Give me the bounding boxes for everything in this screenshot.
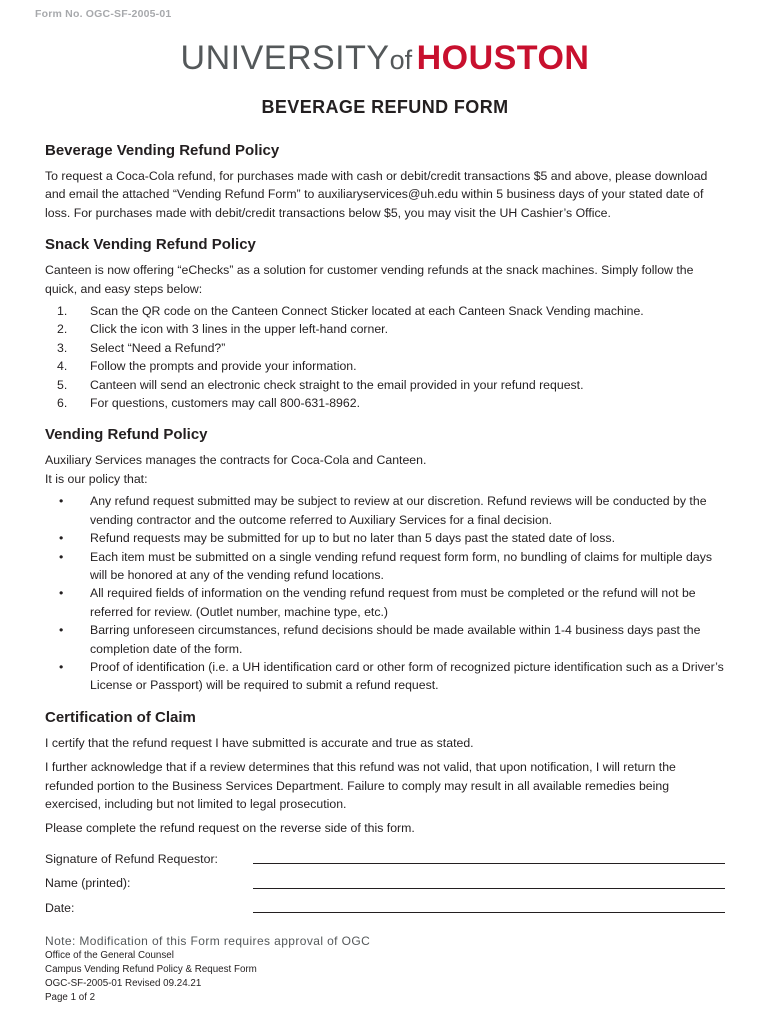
name-field[interactable] (253, 874, 725, 889)
snack-policy-heading: Snack Vending Refund Policy (45, 236, 256, 254)
logo-university-text: UNIVERSITY (180, 39, 390, 77)
name-row (45, 868, 725, 893)
snack-steps-list (45, 302, 725, 412)
bullet-text: Barring unforeseen circumstances, refund decisions should be made available within 1-4 business days past the completion date of the form. (90, 623, 701, 656)
snack-policy-section (45, 234, 725, 412)
bullet-icon: • (59, 659, 64, 674)
certification-heading: Certification of Claim (45, 708, 196, 726)
step-number: 2. (57, 322, 68, 337)
signature-label: Signature of Refund Requestor: (45, 851, 218, 866)
vending-policy-intro-2: It is our policy that: (45, 471, 148, 486)
date-row (45, 893, 725, 918)
list-item (45, 492, 725, 529)
footer-page-number: Page 1 of 2 (45, 992, 96, 1003)
step-text: Click the icon with 3 lines in the upper left-hand corner. (90, 322, 389, 337)
beverage-policy-heading: Beverage Vending Refund Policy (45, 142, 280, 159)
list-item (45, 621, 725, 658)
list-item (45, 548, 725, 585)
step-text: For questions, customers may call 800-631-8962. (90, 396, 360, 411)
bullet-text: All required fields of information on the vending refund request from must be completed or the refund will not be referred for review. (Outlet number, machine type, etc.) (90, 586, 696, 619)
bullet-text: Proof of identification (i.e. a UH identification card or other form of recognized picture identification such as a Driver’s License or Passport) will be required to submit a refund request. (90, 659, 724, 693)
university-logo (0, 38, 770, 85)
list-item (45, 584, 725, 621)
footer-form-name: Campus Vending Refund Policy & Request Form (45, 964, 257, 975)
footer-note: Note: Modification of this Form requires approval of OGC (45, 934, 371, 948)
footer-revision: OGC-SF-2005-01 Revised 09.24.21 (45, 978, 202, 989)
step-number: 5. (57, 377, 68, 392)
list-item (45, 320, 725, 338)
vending-policy-intro-1: Auxiliary Services manages the contracts for Coca-Cola and Canteen. (45, 453, 427, 468)
vending-policy-section (45, 424, 725, 694)
beverage-policy-section (45, 140, 725, 222)
bullet-icon: • (59, 586, 64, 601)
step-text: Scan the QR code on the Canteen Connect Sticker located at each Canteen Snack Vending machine. (90, 304, 644, 319)
bullet-text: Refund requests may be submitted for up to but no later than 5 days past the stated date of loss. (90, 531, 615, 546)
signature-field[interactable] (253, 849, 725, 864)
step-number: 1. (57, 304, 68, 319)
bullet-text: Each item must be submitted on a single vending refund request form form, no bundling of claims for multiple days will be honored at any of the vending refund locations. (90, 549, 712, 582)
list-item (45, 658, 725, 695)
form-title: BEVERAGE REFUND FORM (261, 97, 509, 117)
bullet-text: Any refund request submitted may be subject to review at our discretion. Refund reviews will be conducted by the vending contractor and the outcome referred to Auxiliary Services for a final decision. (90, 494, 707, 527)
page-footer (45, 933, 725, 1005)
date-field[interactable] (253, 898, 725, 913)
vending-policy-heading: Vending Refund Policy (45, 426, 208, 444)
certification-text-3: Please complete the refund request on the reverse side of this form. (45, 821, 415, 836)
list-item (45, 339, 725, 357)
step-text: Select “Need a Refund?” (90, 340, 226, 355)
bullet-icon: • (59, 549, 64, 564)
step-number: 4. (57, 359, 68, 374)
step-text: Follow the prompts and provide your information. (90, 359, 357, 374)
step-text: Canteen will send an electronic check straight to the email provided in your refund request. (90, 377, 584, 392)
list-item (45, 394, 725, 412)
bullet-icon: • (59, 494, 64, 509)
date-label: Date: (45, 900, 75, 915)
bullet-icon: • (59, 531, 64, 546)
form-number: Form No. OGC-SF-2005-01 (35, 8, 172, 20)
certification-section (45, 707, 725, 918)
logo-houston-text: HOUSTON (416, 39, 590, 77)
form-body (45, 140, 725, 929)
name-label: Name (printed): (45, 876, 131, 891)
list-item (45, 302, 725, 320)
signature-row (45, 844, 725, 869)
list-item (45, 376, 725, 394)
step-number: 6. (57, 396, 68, 411)
list-item (45, 357, 725, 375)
certification-text-2: I further acknowledge that if a review determines that this refund was not valid, that upon notification, I will return the refunded portion to the Business Services Department. Failure to comply may result in all available remedies being exercised, including but not limited to legal prosecution. (45, 760, 676, 811)
footer-office: Office of the General Counsel (45, 950, 174, 961)
snack-policy-intro: Canteen is now offering “eChecks” as a solution for customer vending refunds at the snack machines. Simply follow the quick, and easy steps below: (45, 263, 694, 296)
certification-text-1: I certify that the refund request I have submitted is accurate and true as stated. (45, 735, 474, 750)
vending-policy-list (45, 492, 725, 694)
logo-of-text: of (389, 45, 413, 75)
step-number: 3. (57, 340, 68, 355)
bullet-icon: • (59, 623, 64, 638)
list-item (45, 529, 725, 547)
beverage-policy-text: To request a Coca-Cola refund, for purchases made with cash or debit/credit transactions $5 and above, please download and email the attached “Vending Refund Form” to auxiliaryservices@uh.edu within 5 business days of your stated date of loss. For purchases made with debit/credit transactions below $5, you may visit the UH Cashier’s Office. (45, 169, 708, 220)
